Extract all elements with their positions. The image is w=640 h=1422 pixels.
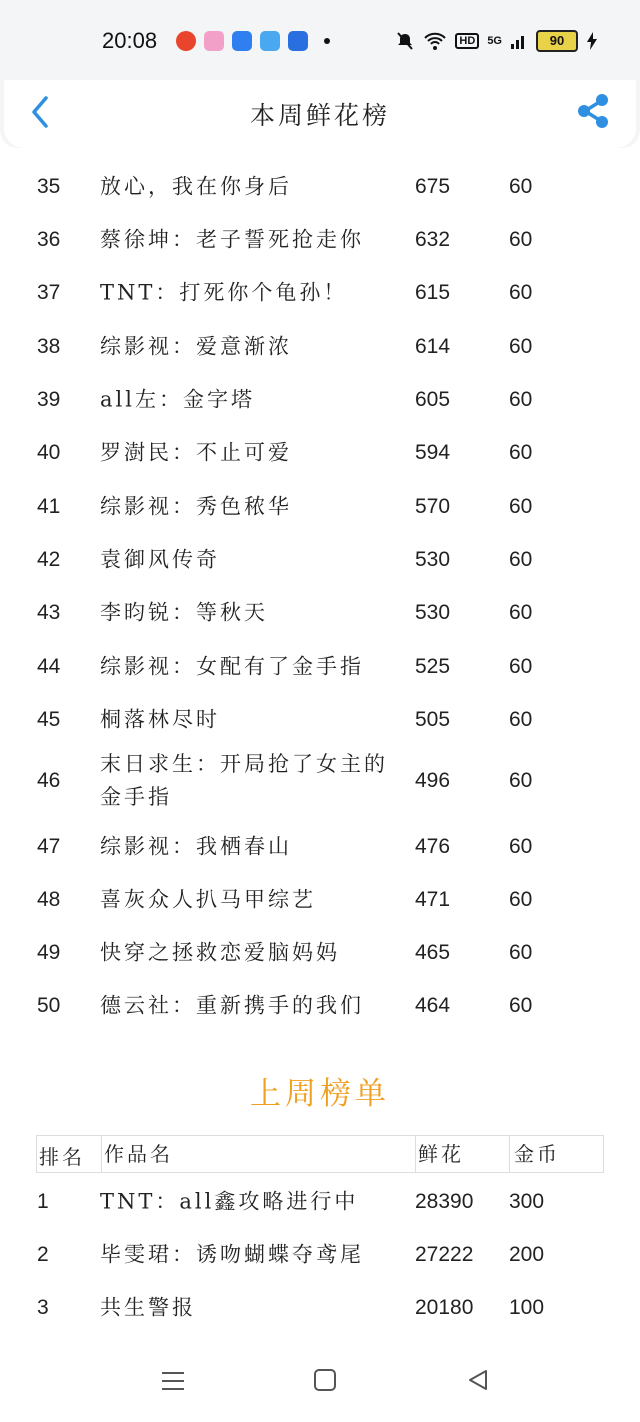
flowers-cell: 20180 — [415, 1295, 474, 1319]
title-cell: 蔡徐坤：老子誓死抢走你 — [100, 227, 364, 251]
flowers-cell: 675 — [415, 174, 451, 198]
header-flowers: 鲜花 — [415, 1136, 464, 1172]
table-row[interactable] — [0, 926, 640, 979]
flowers-cell: 28390 — [415, 1189, 474, 1213]
table-header-row — [36, 1135, 604, 1173]
coins-cell: 60 — [509, 600, 533, 624]
table-row[interactable] — [0, 320, 640, 373]
app-icon-3 — [232, 31, 252, 51]
coins-cell: 60 — [509, 387, 533, 411]
title-cell: 袁御风传奇 — [100, 547, 220, 571]
table-row[interactable] — [0, 480, 640, 533]
rank-cell: 35 — [37, 174, 61, 198]
app-icon-4 — [260, 31, 280, 51]
title-cell: 综影视：秀色秾华 — [100, 494, 292, 518]
signal-icon — [510, 32, 528, 50]
title-cell: 李昀锐：等秋天 — [100, 600, 268, 624]
title-cell: 放心，我在你身后 — [100, 174, 292, 198]
flowers-cell: 464 — [415, 993, 451, 1017]
flowers-cell: 632 — [415, 227, 451, 251]
flowers-cell: 525 — [415, 654, 451, 678]
rank-cell: 46 — [37, 769, 61, 792]
coins-cell: 300 — [509, 1189, 545, 1213]
coins-cell: 60 — [509, 940, 533, 964]
network-label: 5G — [487, 35, 502, 47]
title-cell: TNT：all鑫攻略进行中 — [100, 1189, 359, 1213]
back-nav-icon[interactable] — [466, 1368, 490, 1392]
hd-badge: HD — [455, 33, 479, 49]
ranking-content[interactable] — [0, 150, 640, 1342]
table-row[interactable] — [0, 640, 640, 693]
share-icon — [576, 94, 610, 128]
flowers-cell: 570 — [415, 494, 451, 518]
menu-icon[interactable] — [160, 1368, 186, 1394]
title-cell: 德云社：重新携手的我们 — [100, 993, 364, 1017]
title-cell: 综影视：女配有了金手指 — [100, 654, 364, 678]
rank-cell: 37 — [37, 280, 61, 304]
coins-cell: 60 — [509, 834, 533, 858]
rank-cell: 42 — [37, 547, 61, 571]
flowers-cell: 614 — [415, 334, 451, 358]
rank-cell: 49 — [37, 940, 61, 964]
coins-cell: 60 — [509, 547, 533, 571]
header-rank: 排名 — [39, 1145, 85, 1169]
title-cell: 罗澍民：不止可爱 — [100, 440, 292, 464]
table-row[interactable] — [0, 373, 640, 426]
coins-cell: 60 — [509, 494, 533, 518]
header-coins: 金币 — [509, 1136, 560, 1172]
rank-cell: 2 — [37, 1242, 49, 1266]
status-app-icons — [176, 31, 330, 51]
coins-cell: 60 — [509, 227, 533, 251]
table-row[interactable] — [0, 160, 640, 213]
battery-indicator: 90 — [536, 30, 578, 52]
share-button[interactable] — [576, 94, 610, 128]
coins-cell: 60 — [509, 174, 533, 198]
table-row[interactable] — [0, 586, 640, 639]
title-cell: 快穿之拯救恋爱脑妈妈 — [100, 940, 340, 964]
coins-cell: 60 — [509, 887, 533, 911]
title-cell: 末日求生：开局抢了女主的金手指 — [100, 752, 388, 809]
coins-cell: 60 — [509, 654, 533, 678]
flowers-cell: 605 — [415, 387, 451, 411]
rank-cell: 40 — [37, 440, 61, 464]
flowers-cell: 476 — [415, 834, 451, 858]
title-cell: all左：金字塔 — [100, 387, 255, 411]
app-icon-5 — [288, 31, 308, 51]
title-cell: 毕雯珺：诱吻蝴蝶夺鸢尾 — [100, 1242, 364, 1266]
title-cell: 共生警报 — [100, 1295, 196, 1319]
table-row[interactable] — [0, 873, 640, 926]
title-cell: 综影视：我栖春山 — [100, 834, 292, 858]
home-icon[interactable] — [313, 1368, 337, 1392]
notification-dot-icon — [324, 38, 330, 44]
coins-cell: 60 — [509, 334, 533, 358]
table-row[interactable] — [0, 213, 640, 266]
coins-cell: 60 — [509, 769, 533, 792]
last-week-table — [36, 1135, 604, 1319]
mute-icon — [395, 31, 415, 51]
flowers-cell: 471 — [415, 887, 451, 911]
status-indicators — [395, 30, 598, 52]
title-cell: 综影视：爱意渐浓 — [100, 334, 292, 358]
table-row[interactable] — [0, 820, 640, 873]
app-icon-2 — [204, 31, 224, 51]
table-row[interactable] — [0, 533, 640, 586]
rank-cell: 45 — [37, 707, 61, 731]
rank-cell: 50 — [37, 993, 61, 1017]
rank-cell: 48 — [37, 887, 61, 911]
title-cell: 桐落林尽时 — [100, 707, 220, 731]
coins-cell: 100 — [509, 1295, 545, 1319]
title-cell: 喜灰众人扒马甲综艺 — [100, 887, 316, 911]
table-row[interactable] — [0, 746, 640, 816]
coins-cell: 200 — [509, 1242, 545, 1266]
flowers-cell: 615 — [415, 280, 451, 304]
flowers-cell: 496 — [415, 769, 451, 792]
rank-cell: 1 — [37, 1189, 49, 1213]
nav-header-bar — [4, 80, 636, 148]
wifi-icon — [423, 31, 447, 51]
rank-cell: 43 — [37, 600, 61, 624]
page-title: 本周鲜花榜 — [249, 101, 390, 130]
table-row[interactable] — [0, 1175, 640, 1228]
rank-cell: 36 — [37, 227, 61, 251]
system-nav-bar — [0, 1342, 640, 1422]
rank-cell: 38 — [37, 334, 61, 358]
rank-cell: 39 — [37, 387, 61, 411]
flowers-cell: 27222 — [415, 1242, 474, 1266]
flowers-cell: 530 — [415, 600, 451, 624]
coins-cell: 60 — [509, 707, 533, 731]
table-row[interactable] — [0, 693, 640, 746]
rank-cell: 44 — [37, 654, 61, 678]
table-row[interactable] — [0, 1281, 640, 1334]
rank-cell: 41 — [37, 494, 61, 518]
app-icon-1 — [176, 31, 196, 51]
table-row[interactable] — [0, 1228, 640, 1281]
table-row[interactable] — [0, 979, 640, 1032]
coins-cell: 60 — [509, 280, 533, 304]
status-time: 20:08 — [102, 28, 158, 53]
header-name: 作品名 — [101, 1136, 173, 1172]
rank-cell: 3 — [37, 1295, 49, 1319]
status-bar — [0, 0, 640, 80]
title-cell: TNT：打死你个龟孙！ — [100, 280, 348, 304]
coins-cell: 60 — [509, 993, 533, 1017]
nav-header — [0, 80, 640, 148]
table-row[interactable] — [0, 266, 640, 319]
table-row[interactable] — [0, 426, 640, 479]
flowers-cell: 530 — [415, 547, 451, 571]
flowers-cell: 594 — [415, 440, 451, 464]
coins-cell: 60 — [509, 440, 533, 464]
rank-cell: 47 — [37, 834, 61, 858]
flowers-cell: 505 — [415, 707, 451, 731]
last-week-title: 上周榜单 — [250, 1076, 390, 1112]
charging-icon — [586, 31, 598, 51]
flowers-cell: 465 — [415, 940, 451, 964]
